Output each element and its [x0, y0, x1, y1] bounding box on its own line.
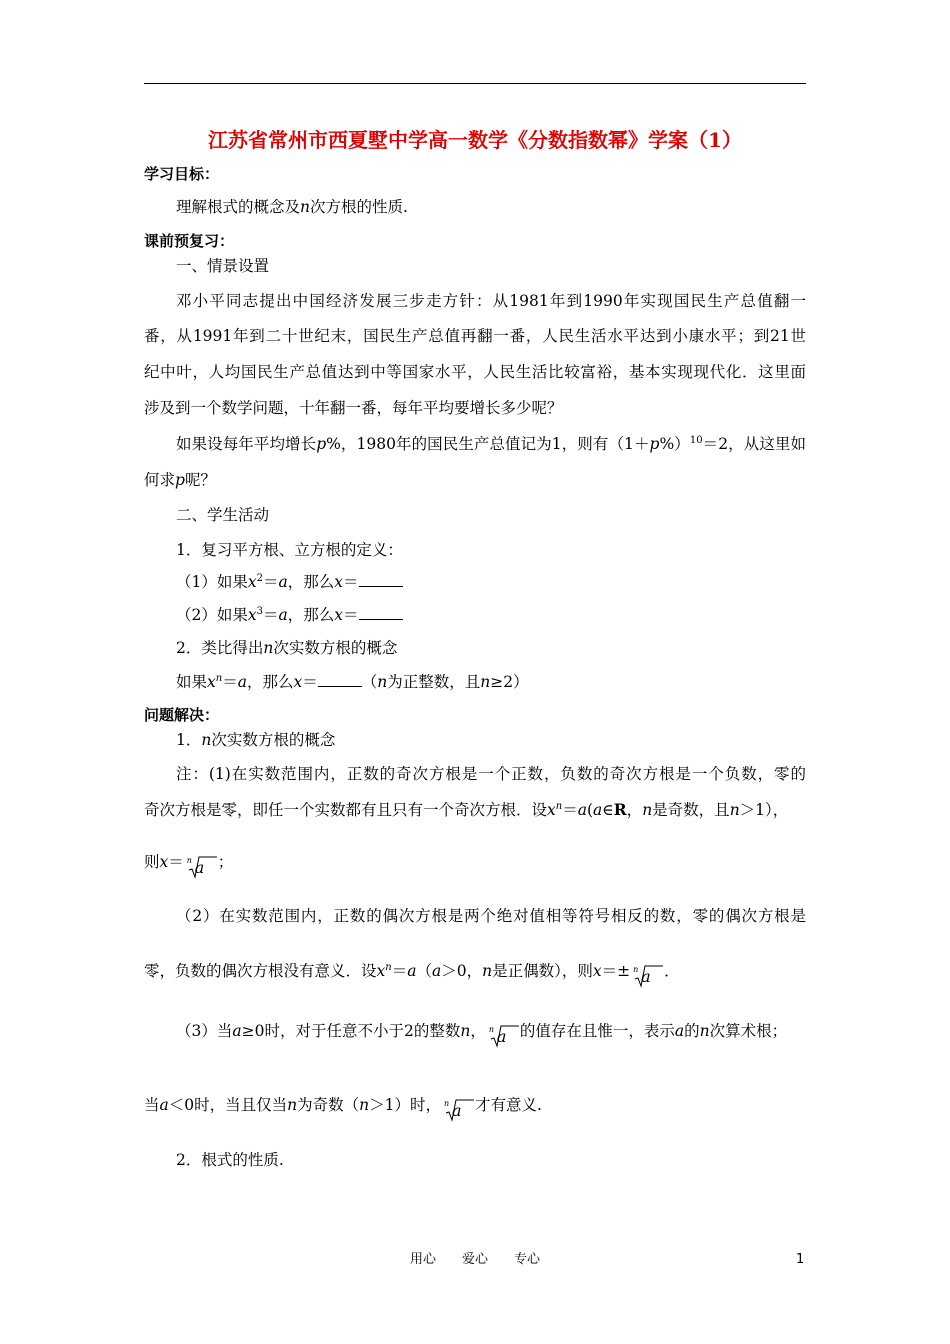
scene-paragraph-line: 番，从1991年到二十世纪末，国民生产总值再翻一番，人民生活水平达到小康水平；到21世: [144, 327, 806, 345]
footer-slogan: 用心 爱心 专心: [409, 1252, 540, 1267]
activity-item-2: 2．类比得出n次实数方根的概念: [176, 639, 398, 657]
scene-heading: 一、情景设置: [176, 257, 270, 275]
scene-paragraph-line: 邓小平同志提出中国经济发展三步走方针：从1981年到1990年实现国民生产总值翻一: [176, 292, 806, 310]
goals-heading: 学习目标：: [144, 165, 220, 183]
activity-item-1: 1．复习平方根、立方根的定义：: [176, 541, 403, 559]
activity-question-3: 如果$x^n=a$，那么x＝ （n为正整数，且n≥2）: [176, 673, 529, 691]
note-1-line: 注：(1)在实数范围内，正数的奇次方根是一个正数，负数的奇次方根是一个负数，零的: [176, 765, 806, 783]
nth-root-a: n a: [633, 960, 651, 988]
page-number: 1: [796, 1252, 805, 1267]
note-1-line: 奇次方根是零，即任一个实数都有且只有一个奇次方根．设$x^n=a(a\in R$，n是奇数，且n＞1），: [144, 800, 789, 819]
note-3-line: 当a＜0时，当且仅当n为奇数（n＞1）时， n a 才有意义.: [144, 1096, 542, 1120]
scene-question-line: 如果设每年平均增长p%，1980年的国民生产总值记为1，则有$(1+p\%)^{10}=2$，从这里如: [176, 435, 806, 453]
scene-paragraph-line: 涉及到一个数学问题，十年翻一番，每年平均要增长多少呢？: [144, 399, 563, 417]
scene-question-line: 何求p呢？: [144, 471, 216, 489]
solve-item-2: 2．根式的性质.: [176, 1151, 284, 1169]
nth-root-a: n a: [489, 1020, 507, 1048]
note-2-line: （2）在实数范围内，正数的偶次方根是两个绝对值相等符号相反的数，零的偶次方根是: [176, 907, 806, 925]
note-1-line: 则x＝ n a ；: [144, 853, 234, 877]
answer-blank: [318, 672, 362, 687]
page-title: 江苏省常州市西夏墅中学高一数学《分数指数幂》学案（1）: [208, 128, 742, 152]
solve-item-1: 1．n次实数方根的概念: [176, 731, 336, 749]
note-3-line: （3）当a≥0时，对于任意不小于2的整数n， n a 的值存在且惟一，表示a的n次算术根；: [176, 1022, 788, 1046]
activity-question-1: （1）如果$x^2=a$，那么x＝: [176, 572, 403, 592]
preview-heading: 课前预复习：: [144, 232, 235, 250]
activity-heading: 二、学生活动: [176, 506, 270, 524]
header-rule: [144, 83, 806, 84]
scene-paragraph-line: 纪中叶，人均国民生产总值达到中等国家水平，人民生活比较富裕，基本实现现代化．这里面: [144, 363, 806, 381]
note-2-line: 零，负数的偶次方根没有意义．设$x^n=a(a>0$，n是正偶数），则x＝± n a ．: [144, 962, 680, 986]
solve-heading: 问题解决：: [144, 706, 220, 724]
activity-question-2: （2）如果$x^3=a$，那么x＝: [176, 605, 403, 625]
answer-blank: [359, 605, 403, 620]
answer-blank: [359, 572, 403, 587]
nth-root-a: n a: [187, 851, 205, 879]
goals-text: 理解根式的概念及n次方根的性质.: [176, 198, 408, 216]
nth-root-a: n a: [444, 1094, 462, 1122]
